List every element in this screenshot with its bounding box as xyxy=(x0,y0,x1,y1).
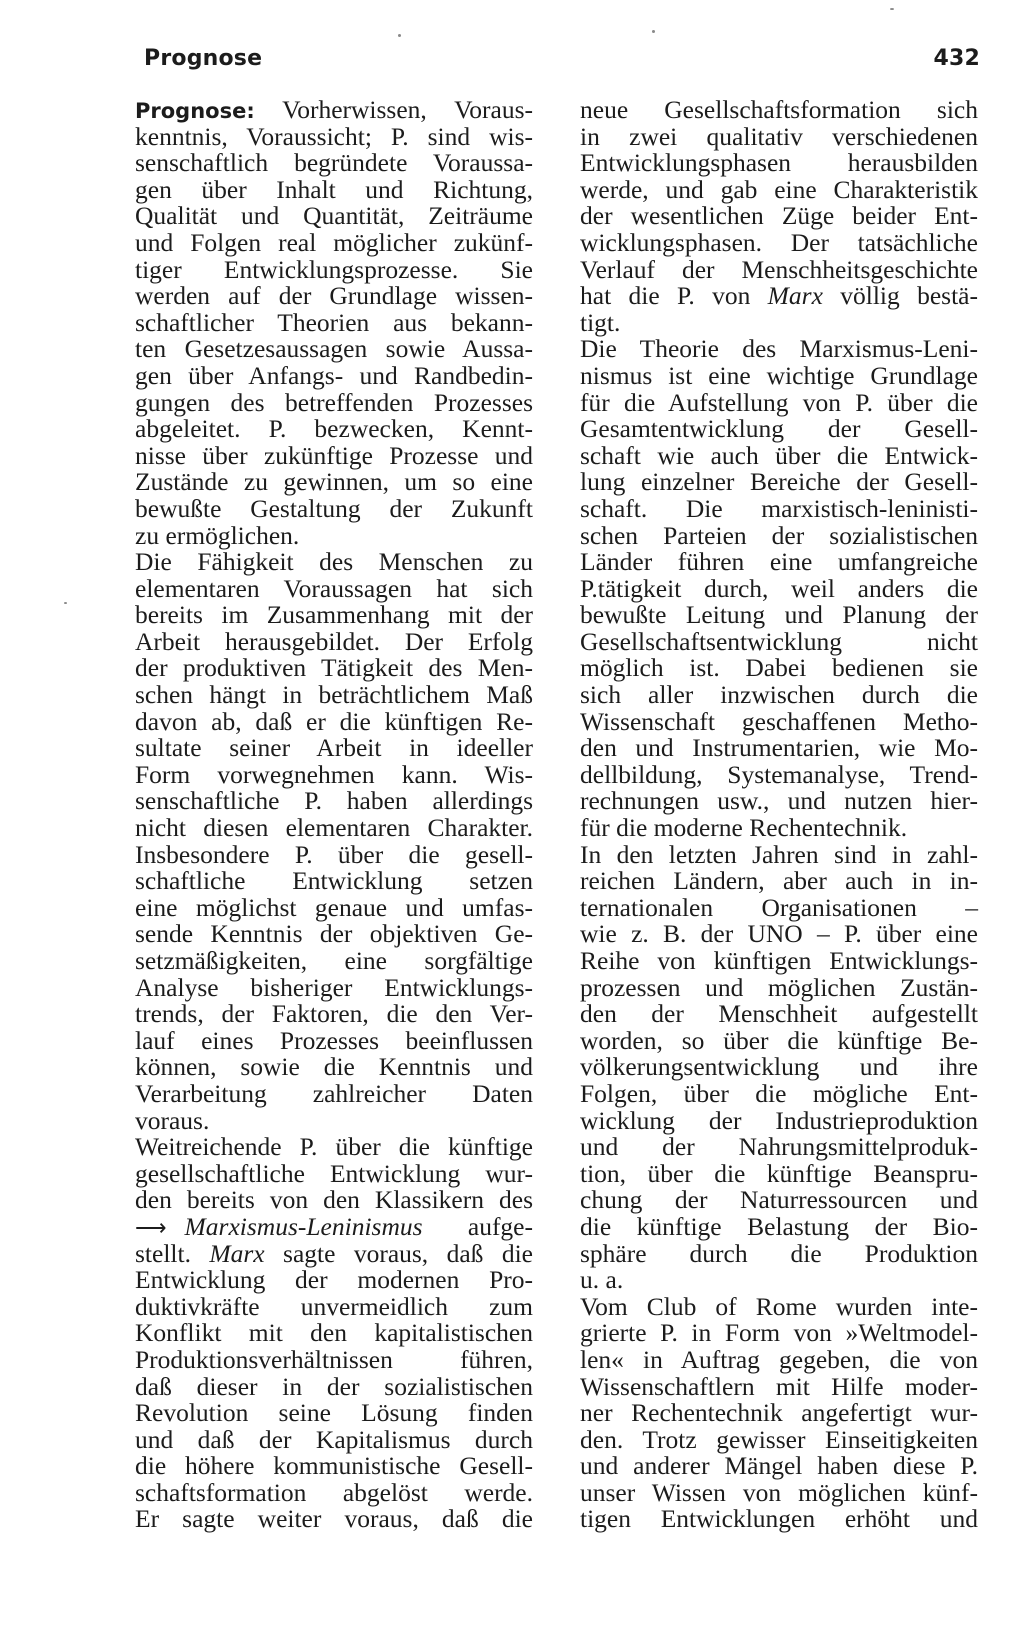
text-line xyxy=(135,682,533,709)
line-text: und daß der Kapitalismus durch xyxy=(135,1424,533,1454)
text-line xyxy=(135,150,533,177)
line-text: Länder führen eine umfangreiche xyxy=(580,547,978,577)
line-text: und anderer Mängel haben diese P. xyxy=(580,1451,978,1481)
text-line xyxy=(135,948,533,975)
text-line xyxy=(135,227,533,257)
line-text: lauf eines Prozesses beeinflussen xyxy=(135,1025,533,1055)
line-text: duktivkräfte unvermeidlich zum xyxy=(135,1291,533,1321)
text-line xyxy=(580,549,978,576)
text-line xyxy=(580,655,978,682)
text-line xyxy=(135,416,533,443)
line-text: schaft. Die marxistisch-leninisti- xyxy=(580,493,978,523)
text-line xyxy=(135,1158,533,1188)
text-line xyxy=(135,1291,533,1321)
line-text: prozessen und möglichen Zustän- xyxy=(580,972,978,1002)
line-text: setzmäßigkeiten, eine sorgfältige xyxy=(135,946,533,975)
text-line xyxy=(580,387,978,417)
line-text: neue Gesellschaftsformation sich xyxy=(580,95,978,124)
text-line xyxy=(580,97,978,124)
line-text: lung einzelner Bereiche der Gesell- xyxy=(580,467,978,497)
text-line xyxy=(580,520,978,550)
line-text: und der Nahrungsmittelproduk- xyxy=(580,1132,978,1162)
line-text: ner Rechentechnik angefertigt wur- xyxy=(580,1398,978,1428)
text-line xyxy=(580,921,978,948)
line-text: u. a. xyxy=(580,1265,624,1295)
text-line xyxy=(135,1506,533,1533)
text-line xyxy=(135,1267,533,1294)
line-text: und Folgen real möglicher zukünf- xyxy=(135,227,533,257)
line-text: den der Menschheit aufgestellt xyxy=(580,999,978,1029)
line-text: sphäre durch die Produktion xyxy=(580,1238,978,1268)
line-text: reichen Ländern, aber auch in in- xyxy=(580,866,978,896)
text-line xyxy=(135,203,533,230)
text-line xyxy=(580,227,978,257)
line-text: Qualität und Quantität, Zeiträume xyxy=(135,201,533,231)
line-text: rechnungen usw., und nutzen hier- xyxy=(580,786,978,816)
line-text: davon ab, daß er die künftigen Re- xyxy=(135,706,533,736)
line-text: nisse über zukünftige Prozesse und xyxy=(135,440,533,470)
text-line xyxy=(580,1187,978,1214)
italic-name: Marx xyxy=(209,1238,265,1268)
text-line xyxy=(135,1320,533,1347)
text-line xyxy=(580,573,978,603)
text-line xyxy=(580,254,978,284)
line-text: eine möglichst genaue und umfas- xyxy=(135,892,533,922)
line-text: Folgen, über die mögliche Ent- xyxy=(580,1078,978,1108)
text-line xyxy=(135,1238,533,1268)
text-line xyxy=(580,788,978,815)
line-text: den und Instrumentarien, wie Mo- xyxy=(580,733,978,763)
line-text: tiger Entwicklungsprozesse. Sie xyxy=(135,254,533,284)
text-line xyxy=(580,469,978,496)
line-text: sagte voraus, daß die xyxy=(264,1238,533,1268)
line-text: schen hängt in beträchtlichem Maß xyxy=(135,680,533,710)
line-text: Zustände zu gewinnen, um so eine xyxy=(135,467,533,497)
line-text: Vorherwissen, Voraus- xyxy=(254,95,533,124)
line-text: P.tätigkeit durch, weil anders die xyxy=(580,573,978,603)
line-text: abgeleitet. P. bezwecken, Kennt- xyxy=(135,414,533,444)
text-line xyxy=(135,1371,533,1401)
text-line xyxy=(135,254,533,284)
text-line xyxy=(135,1054,533,1081)
text-line xyxy=(580,759,978,789)
text-line xyxy=(135,735,533,762)
line-text: Wissenschaftlern mit Hilfe moder- xyxy=(580,1371,978,1401)
line-text: schen Parteien der sozialistischen xyxy=(580,520,978,550)
line-text: elementaren Voraussagen hat sich xyxy=(135,573,533,603)
text-line xyxy=(135,706,533,736)
line-text: nicht diesen elementaren Charakter. xyxy=(135,813,533,843)
line-text: len« in Auftrag gegeben, die von xyxy=(580,1344,978,1374)
text-line xyxy=(580,1078,978,1108)
text-line xyxy=(580,1424,978,1454)
text-line xyxy=(580,1105,978,1135)
text-line xyxy=(135,1344,533,1374)
text-line xyxy=(580,1158,978,1188)
line-text: Reihe von künftigen Entwicklungs- xyxy=(580,946,978,975)
text-column-left xyxy=(135,97,533,1533)
text-line xyxy=(135,493,533,523)
line-text: den bereits von den Klassikern des xyxy=(135,1185,533,1215)
text-line xyxy=(580,307,978,337)
line-text: dellbildung, Systemanalyse, Trend- xyxy=(580,759,978,789)
text-line xyxy=(580,1211,978,1241)
text-line xyxy=(580,174,978,204)
text-line xyxy=(135,573,533,603)
text-line xyxy=(580,1344,978,1374)
text-line xyxy=(580,493,978,523)
line-text: ternationalen Organisationen – xyxy=(580,892,978,922)
line-text: Er sagte weiter voraus, daß die xyxy=(135,1504,533,1534)
line-text: stellt. xyxy=(135,1238,210,1268)
line-text: grierte P. in Form von »Weltmodel- xyxy=(580,1318,978,1348)
line-text: gesellschaftliche Entwicklung wur- xyxy=(135,1158,533,1188)
text-line xyxy=(135,1134,533,1161)
line-text: gen über Anfangs- und Randbedin- xyxy=(135,360,533,390)
text-line xyxy=(135,121,533,151)
line-text: Analyse bisheriger Entwicklungs- xyxy=(135,972,533,1002)
line-text: der wesentlichen Züge beider Ent- xyxy=(580,201,978,231)
line-text: schaftliche Entwicklung setzen xyxy=(135,866,533,896)
text-line xyxy=(580,1267,978,1294)
text-line xyxy=(135,788,533,815)
line-text: tigen Entwicklungen erhöht und xyxy=(580,1504,978,1534)
line-text: für die Aufstellung von P. über die xyxy=(580,387,978,417)
line-text: Arbeit herausgebildet. Der Erfolg xyxy=(135,626,533,656)
line-text: sultate seiner Arbeit in ideeller xyxy=(135,733,533,763)
line-text: Weitreichende P. über die künftige xyxy=(135,1132,533,1162)
text-line xyxy=(135,549,533,576)
line-text: können, sowie die Kenntnis und xyxy=(135,1052,533,1082)
text-line xyxy=(580,1506,978,1533)
text-line xyxy=(135,626,533,656)
text-line xyxy=(135,1477,533,1507)
line-text: senschaftlich begründete Voraussa- xyxy=(135,148,533,178)
line-text: völkerungsentwicklung und ihre xyxy=(580,1052,978,1082)
text-line xyxy=(580,626,978,656)
line-text: kenntnis, Voraussicht; P. sind wis- xyxy=(135,121,533,151)
line-text: Die Fähigkeit des Menschen zu xyxy=(135,547,533,577)
text-line xyxy=(135,921,533,948)
line-text: senschaftliche P. haben allerdings xyxy=(135,786,533,816)
text-line xyxy=(580,121,978,151)
line-text: ten Gesetzesaussagen sowie Aussa- xyxy=(135,334,533,364)
text-line xyxy=(580,735,978,762)
text-column-right xyxy=(580,97,978,1533)
text-line xyxy=(580,1453,978,1480)
line-text: In den letzten Jahren sind in zahl- xyxy=(580,839,978,869)
text-line xyxy=(135,174,533,204)
line-text: zu ermöglichen. xyxy=(135,520,300,550)
text-line xyxy=(580,1291,978,1321)
line-text: worden, so über die künftige Be- xyxy=(580,1025,978,1055)
line-text: schaft wie auch über die Entwick- xyxy=(580,440,978,470)
text-line xyxy=(135,655,533,682)
line-text: möglich ist. Dabei bedienen sie xyxy=(580,653,978,683)
text-line xyxy=(580,1001,978,1028)
text-line xyxy=(135,839,533,869)
text-line xyxy=(135,387,533,417)
entry-headword: Prognose: xyxy=(135,99,255,123)
text-line xyxy=(135,520,533,550)
line-text: tigt. xyxy=(580,307,621,337)
line-text: Entwicklungsphasen herausbilden xyxy=(580,148,978,178)
line-text: voraus. xyxy=(135,1105,210,1135)
text-line xyxy=(580,706,978,736)
line-text: die höhere kommunistische Gesell- xyxy=(135,1451,533,1481)
line-text: daß dieser in der sozialistischen xyxy=(135,1371,533,1401)
text-line xyxy=(580,1054,978,1081)
line-text: völlig bestä- xyxy=(822,281,978,311)
line-text: Produktionsverhältnissen führen, xyxy=(135,1344,533,1374)
line-text: wicklung der Industrieproduktion xyxy=(580,1105,978,1135)
text-line xyxy=(580,360,978,390)
text-line xyxy=(135,97,533,124)
text-line xyxy=(135,283,533,310)
text-line xyxy=(135,815,533,842)
text-line xyxy=(135,469,533,496)
line-text: unser Wissen von möglichen künf- xyxy=(580,1477,978,1507)
line-text: trends, der Faktoren, die den Ver- xyxy=(135,999,533,1029)
line-text: sich aller inzwischen durch die xyxy=(580,680,978,710)
line-text: sende Kenntnis der objektiven Ge- xyxy=(135,919,533,949)
cross-reference-arrow-icon: ⟶ xyxy=(135,1214,167,1240)
line-text: nismus ist eine wichtige Grundlage xyxy=(580,360,978,390)
line-text: tion, über die künftige Beanspru- xyxy=(580,1158,978,1188)
line-text: der produktiven Tätigkeit des Men- xyxy=(135,653,533,683)
line-text: in zwei qualitativ verschiedenen xyxy=(580,121,978,151)
line-text: Entwicklung der modernen Pro- xyxy=(135,1265,533,1295)
line-text: aufge- xyxy=(467,1211,533,1241)
text-line xyxy=(580,336,978,363)
text-line xyxy=(580,682,978,709)
line-text: Insbesondere P. über die gesell- xyxy=(135,839,533,869)
text-line xyxy=(580,1134,978,1161)
line-text: wicklungsphasen. Der tatsächliche xyxy=(580,227,978,257)
line-text: werde, und gab eine Charakteristik xyxy=(580,174,978,204)
text-line xyxy=(580,150,978,177)
text-line xyxy=(580,972,978,1002)
text-line xyxy=(580,839,978,869)
text-line xyxy=(135,602,533,629)
text-line xyxy=(135,972,533,1002)
line-text: Vom Club of Rome wurden inte- xyxy=(580,1291,978,1321)
line-text: schaftsformation abgelöst werde. xyxy=(135,1477,533,1507)
line-text: Die Theorie des Marxismus-Leni- xyxy=(580,334,978,364)
text-line xyxy=(135,759,533,789)
text-line xyxy=(580,815,978,842)
text-line xyxy=(580,1371,978,1401)
text-line xyxy=(135,360,533,390)
line-text: bewußte Leitung und Planung der xyxy=(580,600,978,630)
text-line xyxy=(135,1001,533,1028)
text-line xyxy=(135,440,533,470)
line-text: gen über Inhalt und Richtung, xyxy=(135,174,533,204)
line-text: den. Trotz gewisser Einseitigkeiten xyxy=(580,1424,978,1454)
line-text: für die moderne Rechentechnik. xyxy=(580,813,908,843)
text-line xyxy=(580,1238,978,1268)
page-number: 432 xyxy=(933,46,980,71)
text-line xyxy=(135,868,533,895)
line-text: bewußte Gestaltung der Zukunft xyxy=(135,493,533,523)
text-line xyxy=(580,1025,978,1055)
text-line xyxy=(135,1105,533,1135)
text-line xyxy=(135,1424,533,1454)
line-text: werden auf der Grundlage wissen- xyxy=(135,281,533,311)
line-text: Verlauf der Menschheitsgeschichte xyxy=(580,254,978,284)
line-text: schaftlicher Theorien aus bekann- xyxy=(135,307,533,337)
line-text: bereits im Zusammenhang mit der xyxy=(135,600,533,630)
text-line xyxy=(580,1320,978,1347)
text-line xyxy=(135,307,533,337)
line-text: gungen des betreffenden Prozesses xyxy=(135,387,533,417)
text-line xyxy=(580,948,978,975)
line-text: Verarbeitung zahlreicher Daten xyxy=(135,1078,533,1108)
text-line xyxy=(135,1453,533,1480)
text-line xyxy=(580,602,978,629)
text-line xyxy=(580,203,978,230)
text-line xyxy=(135,1211,533,1241)
line-text: Form vorwegnehmen kann. Wis- xyxy=(135,759,533,789)
text-line xyxy=(135,1187,533,1214)
text-line xyxy=(580,1477,978,1507)
text-line xyxy=(135,1400,533,1427)
text-line xyxy=(135,336,533,363)
text-line xyxy=(135,892,533,922)
line-text: chung der Naturressourcen und xyxy=(580,1185,978,1215)
cross-reference-term: Marxismus-Leninismus xyxy=(184,1211,423,1241)
line-text: wie z. B. der UNO – P. über eine xyxy=(580,919,978,949)
text-line xyxy=(135,1025,533,1055)
line-text: die künftige Belastung der Bio- xyxy=(580,1211,978,1241)
line-text: Gesellschaftsentwicklung nicht xyxy=(580,626,978,656)
italic-name: Marx xyxy=(767,281,823,311)
line-text: Wissenschaft geschaffenen Metho- xyxy=(580,706,978,736)
line-text: hat die P. von xyxy=(580,281,768,311)
running-head-keyword: Prognose xyxy=(144,46,263,71)
line-text: Gesamtentwicklung der Gesell- xyxy=(580,414,978,444)
text-line xyxy=(580,283,978,310)
text-line xyxy=(580,416,978,443)
text-line xyxy=(580,868,978,895)
line-text: Revolution seine Lösung finden xyxy=(135,1398,533,1428)
line-text: Konflikt mit den kapitalistischen xyxy=(135,1318,533,1348)
text-line xyxy=(580,1400,978,1427)
text-line xyxy=(135,1078,533,1108)
text-line xyxy=(580,892,978,922)
text-line xyxy=(580,440,978,470)
